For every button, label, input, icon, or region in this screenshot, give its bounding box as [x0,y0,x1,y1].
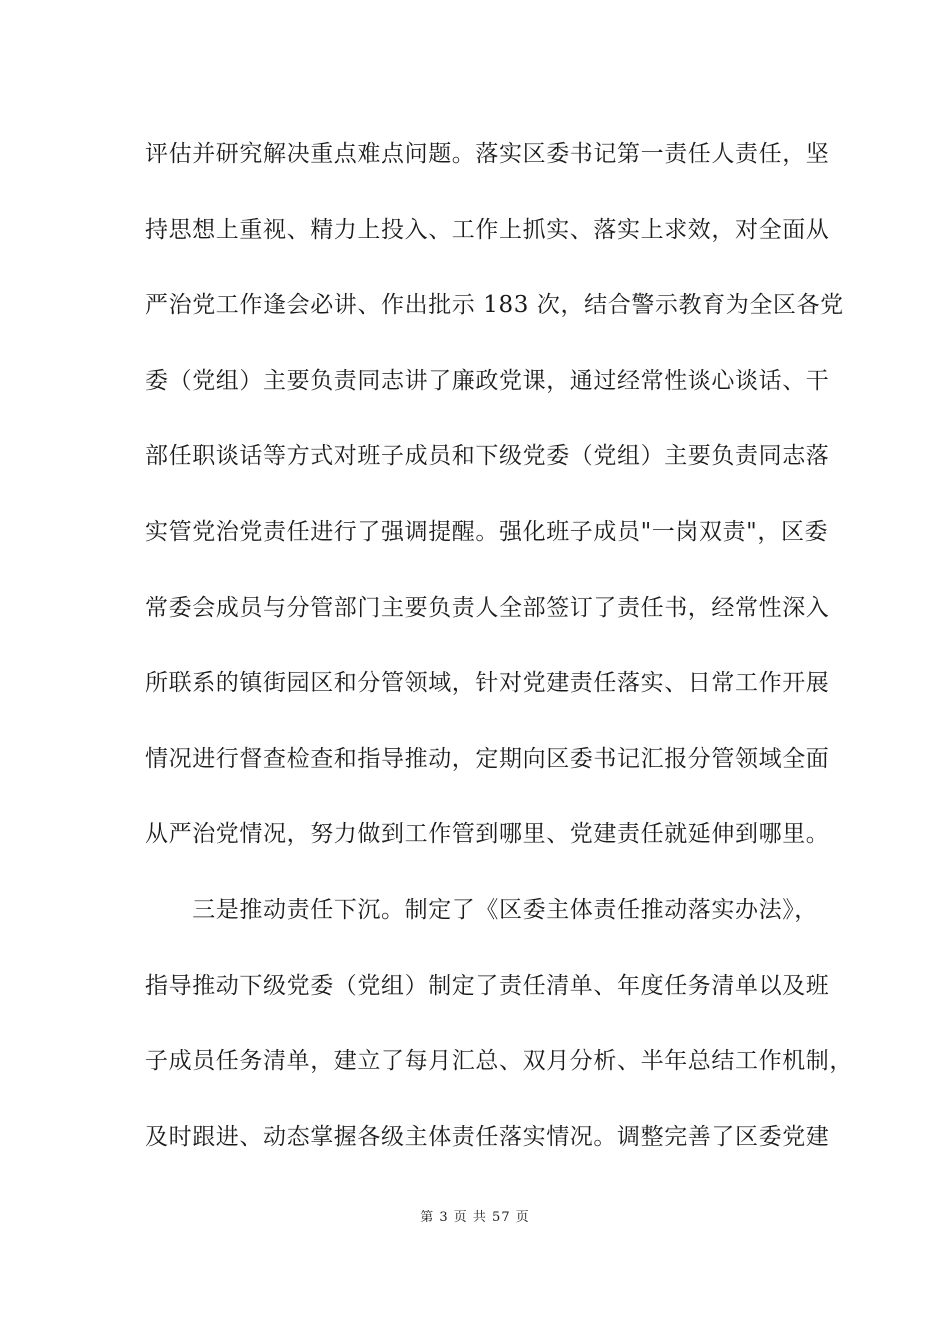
page-footer [0,1206,950,1225]
text-line: 所联系的镇街园区和分管领域，针对党建责任落实、日常工作开展 [145,670,830,697]
text-line: 评估并研究解决重点难点问题。落实区委书记第一责任人责任，坚 [145,141,830,167]
text-line: 情况进行督查检查和指导推动，定期向区委书记汇报分管领域全面 [145,745,830,772]
text-line: 子成员任务清单，建立了每月汇总、双月分析、半年总结工作机制， [145,1048,853,1075]
text-line: 部任职谈话等方式对班子成员和下级党委（党组）主要负责同志落 [145,443,830,470]
text-line: 实管党治党责任进行了强调提醒。强化班子成员"一岗双责"，区委 [145,518,829,545]
text-line: 及时跟进、动态掌握各级主体责任落实情况。调整完善了区委党建 [145,1123,830,1150]
text-line: 严治党工作逢会必讲、作出批示 183 次，结合警示教育为全区各党 [145,292,844,319]
text-line: 指导推动下级党委（党组）制定了责任清单、年度任务清单以及班 [145,972,830,999]
body-text [145,132,853,1190]
text-line: 委（党组）主要负责同志讲了廉政党课，通过经常性谈心谈话、干 [145,367,830,394]
text-line: 从严治党情况，努力做到工作管到哪里、党建责任就延伸到哪里。 [145,821,830,848]
text-line: 三是推动责任下沉。制定了《区委主体责任推动落实办法》， [145,896,818,923]
text-line: 常委会成员与分管部门主要负责人全部签订了责任书，经常性深入 [145,594,830,621]
text-line: 持思想上重视、精力上投入、工作上抓实、落实上求效，对全面从 [145,216,830,243]
page-number: 第 3 页 共 57 页 [420,1210,530,1225]
